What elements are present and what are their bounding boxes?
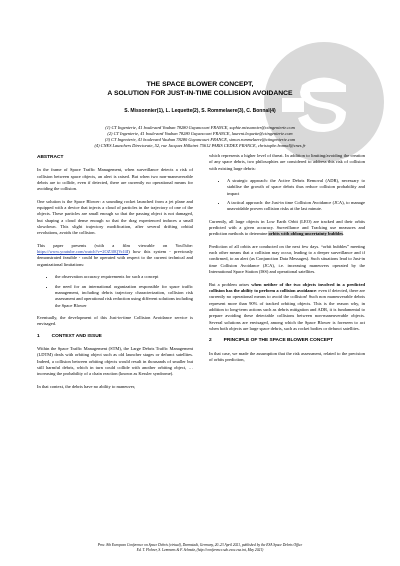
right-paragraph-2 [209, 219, 365, 238]
requirements-list [37, 274, 193, 309]
right-paragraph-1: which represents a higher level of threat. In addition to limiting/avoiding the creation of any space debris, two philosophies are considered to address this risk of collision with existing large debris: [209, 153, 365, 171]
abstract-paragraph-2: One solution is the Space Blower: a sounding rocket launched from a jet plane and equipped with a device that injects a cloud of particles in the trajectory of one of the objects. These particles are small enough so that the passing object is not damaged, but shaping a cloud dense enough so that the drag experienced induces a small slowdown. This slight trajectory modification, after several drifting orbital revolutions, avoids the collision. [37, 198, 193, 236]
highlighted-text: orbits with oblong uncertainty bubbles [268, 231, 343, 237]
section-1-paragraph-1: Within the Space Traffic Management (STM), the Large Debris Traffic Management (LDTM) deals with orbiting object such as old launcher stages or defunct satellites. Indeed, a collision between orbiting objects would result in thousands of smaller but still harmful debris, which in turn could collide with another orbiting object, … increasing the probability of a chain reaction (known as Kessler syndrome). [37, 345, 193, 377]
list-item: • the observation accuracy requirements for such a concept [55, 274, 193, 280]
section-1-heading [37, 334, 193, 340]
section-2-paragraph-1: In that case, we made the assumption that the risk assessment, related to the precision of orbits prediction, [209, 350, 365, 362]
section-number: 2 [209, 338, 212, 344]
section-title: PRINCIPLE OF THE SPACE BLOWER CONCEPT [223, 338, 334, 344]
page-footer [0, 543, 400, 553]
affiliations [0, 125, 400, 149]
paragraph-text: This paper presents (with a film viewable on YouTube: [37, 242, 193, 248]
paragraph-text: ) how this system - previously demonstrated feasible - could be operated with respect to the current technical and organizational limitations: [37, 249, 193, 267]
paragraph-text: : even if detected, there are currently no operational means to avoid the collision! Such non maneuverable debris represent more than 90% of tracked orbiting objects. This is the reason why, in addition to long-term actions such as debris mitigation and ADR, it is fundamental to prepare avoiding these detectable collisions between non-maneuverable objects. Several solutions are envisaged, among which the Space Blower is foreseen to act when both objects are large space debris, such as rocket bodies or defunct satellites. [209, 287, 365, 331]
abstract-paragraph-4: Eventually, the development of this Just-in-time Collision Avoidance service is envisaged. [37, 314, 193, 327]
section-1-paragraph-2: In that context, the debris have no ability to maneuver, [37, 383, 136, 389]
list-item: • A tactical approach: the Just-in time Collision Avoidance (JCA), to manage unavoidable proven collision risks at the last minute. [227, 200, 365, 213]
paragraph-text: But a problem arises [209, 281, 252, 287]
title-line-2: A SOLUTION FOR JUST-IN-TIME COLLISION AVOIDANCE [107, 90, 293, 97]
right-column [209, 153, 365, 369]
youtube-link[interactable]: https://www.youtube.com/watch?v=2OZ30QVrJ4I [37, 249, 129, 255]
footer-line-2: Ed. T. Flohrer, S. Lemmens & F. Schmitz, (http://conference.sdo.esoc.esa.int, May 2021) [136, 548, 264, 552]
affiliation-3: (3) CT Ingenierie, 41 boulevard Vauban 78280 Guyancourt FRANCE, simon.rommelaere@ctingenierie.com [104, 137, 296, 143]
paragraph-text: Currently, all large objects in Low Earth Orbit (LEO) are tracked and their orbits predicted with a given accuracy. Surveillance and Tracking use measures and prediction methods to determine [209, 218, 365, 237]
title-line-1: THE SPACE BLOWER CONCEPT, [146, 81, 254, 88]
affiliation-2: (2) CT Ingenierie, 41 boulevard Vauban 78280 Guyancourt FRANCE, laurent.lequette@ctingenierie.com [107, 131, 293, 137]
footer-line-1: Proc. 8th European Conference on Space Debris (virtual), Darmstadt, Germany, 20–23 April 2021, published by the ESA Space Debris Office [97, 543, 303, 547]
affiliation-4: (4) CNES Launchers Directorate, 52, rue Jacques Hillairet 75612 PARIS CEDEX FRANCE, christophe.bonnal@cnes.fr [94, 143, 306, 149]
abstract-paragraph-1: In the frame of Space Traffic Management, when surveillance detects a risk of collision between space objects, an alert is raised. But when two non-maneuverable debris are to collide, even if detected, there are currently no operational means for avoiding the collision. [37, 167, 193, 192]
bold-text: when neither of the two objects involved in a predicted collision has the ability to perform a collision avoidance [209, 281, 365, 293]
paragraph-text: . [343, 231, 345, 237]
paper-title [0, 80, 400, 98]
section-number: 1 [37, 333, 40, 339]
section-2-heading [209, 338, 365, 344]
abstract-paragraph-3 [37, 243, 193, 268]
left-column [37, 155, 193, 396]
abstract-heading: ABSTRACT [37, 155, 64, 160]
right-paragraph-3: Prediction of all orbits are conducted on the next few days. “orbit bubbles” meeting each other means that a collision may occur, leading to a deeper surveillance and if confirmed, to an alert (as Conjunction Data Messages). Such situations lead to Just-in time Collision Avoidance (JCA), i.e. increasing maneuvers operated by the International Space Station (ISS) and operational satellites. [209, 243, 365, 275]
list-item: • A strategic approach: the Active Debris Removal (ADR), necessary to stabilise the growth of space debris thus reduce collision probability and impact [227, 178, 365, 197]
author-list: S. Missonnier(1), L. Lequette(2), S. Rommelaere(3), C. Bonnal(4) [124, 108, 276, 114]
affiliation-1: (1) CT Ingenierie, 41 boulevard Vauban 78280 Guyancourt FRANCE, sophie.missonnier@ctingenierie.com [105, 125, 295, 130]
list-item: • the need for an international organization responsible for space traffic management, including debris trajectory characterization, collision risk assessment and operational risk reduction using different solutions including the Space Blower [55, 284, 193, 309]
approaches-list [209, 178, 365, 213]
section-title: CONTEXT AND ISSUE [51, 333, 102, 339]
right-paragraph-4 [209, 282, 365, 333]
